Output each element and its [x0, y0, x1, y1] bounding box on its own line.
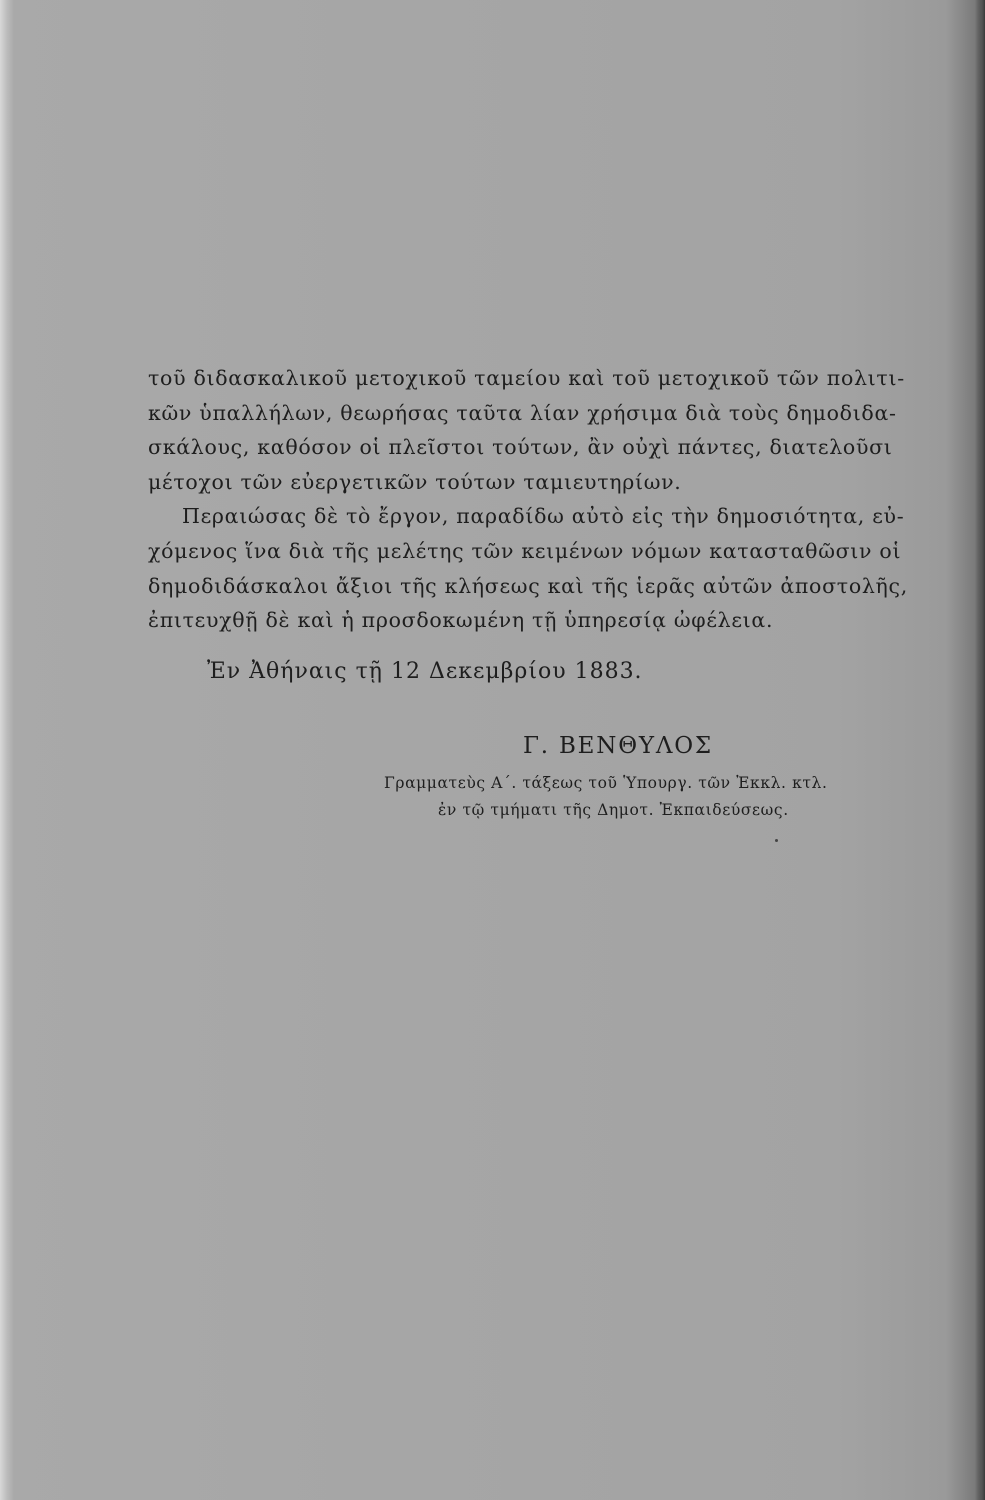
signature-name: Γ. ΒΕΝΘΥΛΟΣ	[523, 733, 713, 759]
text-line: σκάλους, καθόσον οἱ πλεῖστοι τούτων, ἂν οὐχὶ πάντες, διατελοῦσι	[148, 435, 893, 460]
text-line: κῶν ὑπαλλήλων, θεωρήσας ταῦτα λίαν χρήσιμα διὰ τοὺς δημοδιδα-	[148, 400, 897, 425]
paragraph-2	[148, 499, 908, 637]
body-text	[148, 361, 908, 638]
signature-title-line-1: Γραμματεὺς Α΄. τάξεως τοῦ Ὑπουργ. τῶν Ἐκκλ. κτλ.	[384, 774, 828, 792]
signature-title-line-2: ἐν τῷ τμήματι τῆς Δημοτ. Ἐκπαιδεύσεως.	[438, 801, 789, 819]
text-line: ἐπιτευχθῇ δὲ καὶ ἡ προσδοκωμένη τῇ ὑπηρεσίᾳ ὠφέλεια.	[148, 608, 774, 633]
dateline: Ἐν Ἀθήναις τῇ 12 Δεκεμβρίου 1883.	[207, 659, 643, 684]
text-line: τοῦ διδασκαλικοῦ μετοχικοῦ ταμείου καὶ τοῦ μετοχικοῦ τῶν πολιτι-	[148, 366, 905, 390]
paragraph-1	[148, 361, 905, 499]
text-line: χόμενος ἵνα διὰ τῆς μελέτης τῶν κειμένων νόμων κατασταθῶσιν οἱ	[148, 538, 902, 563]
page-right-edge-shadow	[975, 0, 985, 1500]
text-line: δημοδιδάσκαλοι ἄξιοι τῆς κλήσεως καὶ τῆς ἱερᾶς αὐτῶν ἀποστολῆς,	[148, 573, 908, 598]
text-line: μέτοχοι τῶν εὐεργετικῶν τούτων ταμιευτηρίων.	[148, 469, 682, 494]
paper-speck	[775, 839, 778, 842]
page-left-edge	[0, 0, 14, 1500]
text-line: Περαιώσας δὲ τὸ ἔργον, παραδίδω αὐτὸ εἰς τὴν δημοσιότητα, εὐ-	[182, 504, 905, 529]
